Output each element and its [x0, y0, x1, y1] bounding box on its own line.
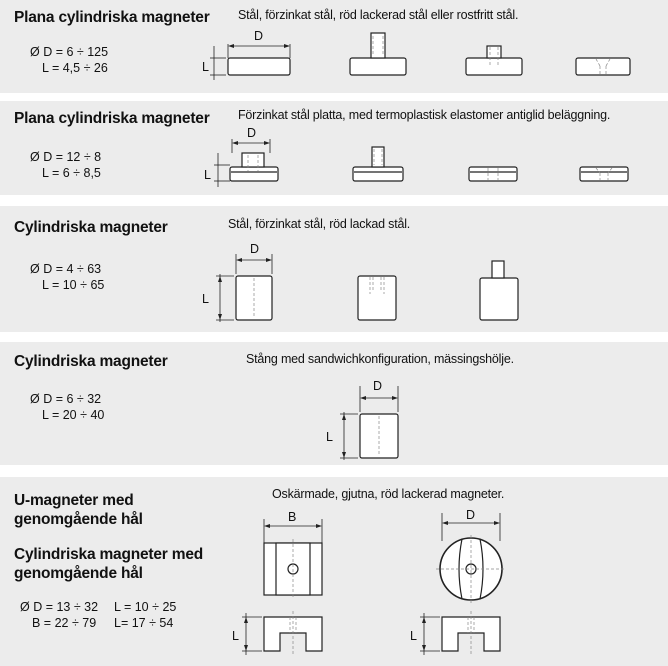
title-u-line2: genomgående hål: [14, 511, 143, 528]
dim-label-l: L: [410, 629, 417, 643]
section-title: Cylindriska magneter: [14, 353, 168, 370]
section-description: Stål, förzinkat stål, röd lackerad stål eller rostfritt stål.: [238, 8, 519, 22]
section-description: Oskärmade, gjutna, röd lackerad magneter.: [272, 487, 505, 501]
dim-label-l: L: [202, 292, 209, 306]
spec-length-1: L = 10 ÷ 25: [114, 600, 177, 614]
cylindrical-magnet-side-view: [442, 611, 500, 655]
dim-label-b: B: [288, 510, 297, 524]
title-u-line1: U-magneter med: [14, 492, 134, 509]
spec-length: L = 4,5 ÷ 26: [42, 61, 108, 75]
spec-length: L = 20 ÷ 40: [42, 408, 105, 422]
magnet-coated-plain: [469, 167, 517, 181]
section-title: Plana cylindriska magneter: [14, 110, 210, 127]
section-description: Stål, förzinkat stål, röd lackad stål.: [228, 217, 411, 231]
section-description: Stång med sandwichkonfiguration, mässingshölje.: [246, 352, 514, 366]
magnet-flat: [228, 58, 290, 75]
dim-label-l: L: [232, 629, 239, 643]
spec-length-2: L= 17 ÷ 54: [114, 616, 174, 630]
magnet-coated-countersunk: [580, 167, 628, 181]
dim-label-l: L: [204, 168, 211, 182]
cylindrical-magnet-top-view: [436, 535, 506, 603]
section-title: Cylindriska magneter: [14, 219, 168, 236]
technical-drawing: [0, 0, 668, 93]
technical-drawing: [0, 342, 668, 465]
spec-length: L = 6 ÷ 8,5: [42, 166, 101, 180]
section-cylindrical-1: [0, 206, 668, 332]
technical-drawing: [0, 101, 668, 195]
dim-label-d: D: [373, 379, 383, 393]
section-title: Plana cylindriska magneter: [14, 9, 210, 26]
magnet-cylinder-threaded: [358, 276, 396, 320]
dim-label-d: D: [254, 29, 264, 43]
spec-diameter: Ø D = 13 ÷ 32: [20, 600, 99, 614]
dim-label-d: D: [466, 508, 476, 522]
spec-b: B = 22 ÷ 79: [32, 616, 97, 630]
dim-label-d: D: [247, 126, 257, 140]
technical-drawing: [0, 477, 668, 666]
section-flat-cylindrical-1: [0, 0, 668, 93]
dim-label-l: L: [326, 430, 333, 444]
spec-diameter: Ø D = 6 ÷ 125: [30, 45, 109, 59]
spec-diameter: Ø D = 4 ÷ 63: [30, 262, 102, 276]
magnet-coated-boss: [230, 167, 278, 181]
spec-diameter: Ø D = 12 ÷ 8: [30, 150, 102, 164]
technical-drawing: [0, 206, 668, 332]
spec-length: L = 10 ÷ 65: [42, 278, 105, 292]
title-c-line1: Cylindriska magneter med: [14, 546, 204, 563]
magnet-flat-stud: [350, 58, 406, 75]
u-magnet-top-view: [264, 539, 322, 599]
title-c-line2: genomgående hål: [14, 565, 143, 582]
section-cylindrical-2: [0, 342, 668, 465]
section-flat-cylindrical-2: [0, 101, 668, 195]
magnet-coated-stud: [353, 167, 403, 181]
magnet-flat-countersunk: [576, 58, 630, 75]
dim-label-d: D: [250, 242, 260, 256]
dim-label-l: L: [202, 60, 209, 74]
spec-diameter: Ø D = 6 ÷ 32: [30, 392, 102, 406]
magnet-flat-boss: [466, 58, 522, 75]
magnet-cylinder-stud: [480, 278, 518, 320]
section-description: Förzinkat stål platta, med termoplastisk elastomer antiglid beläggning.: [238, 108, 611, 122]
section-through-hole: [0, 477, 668, 666]
u-magnet-side-view: [264, 611, 322, 655]
